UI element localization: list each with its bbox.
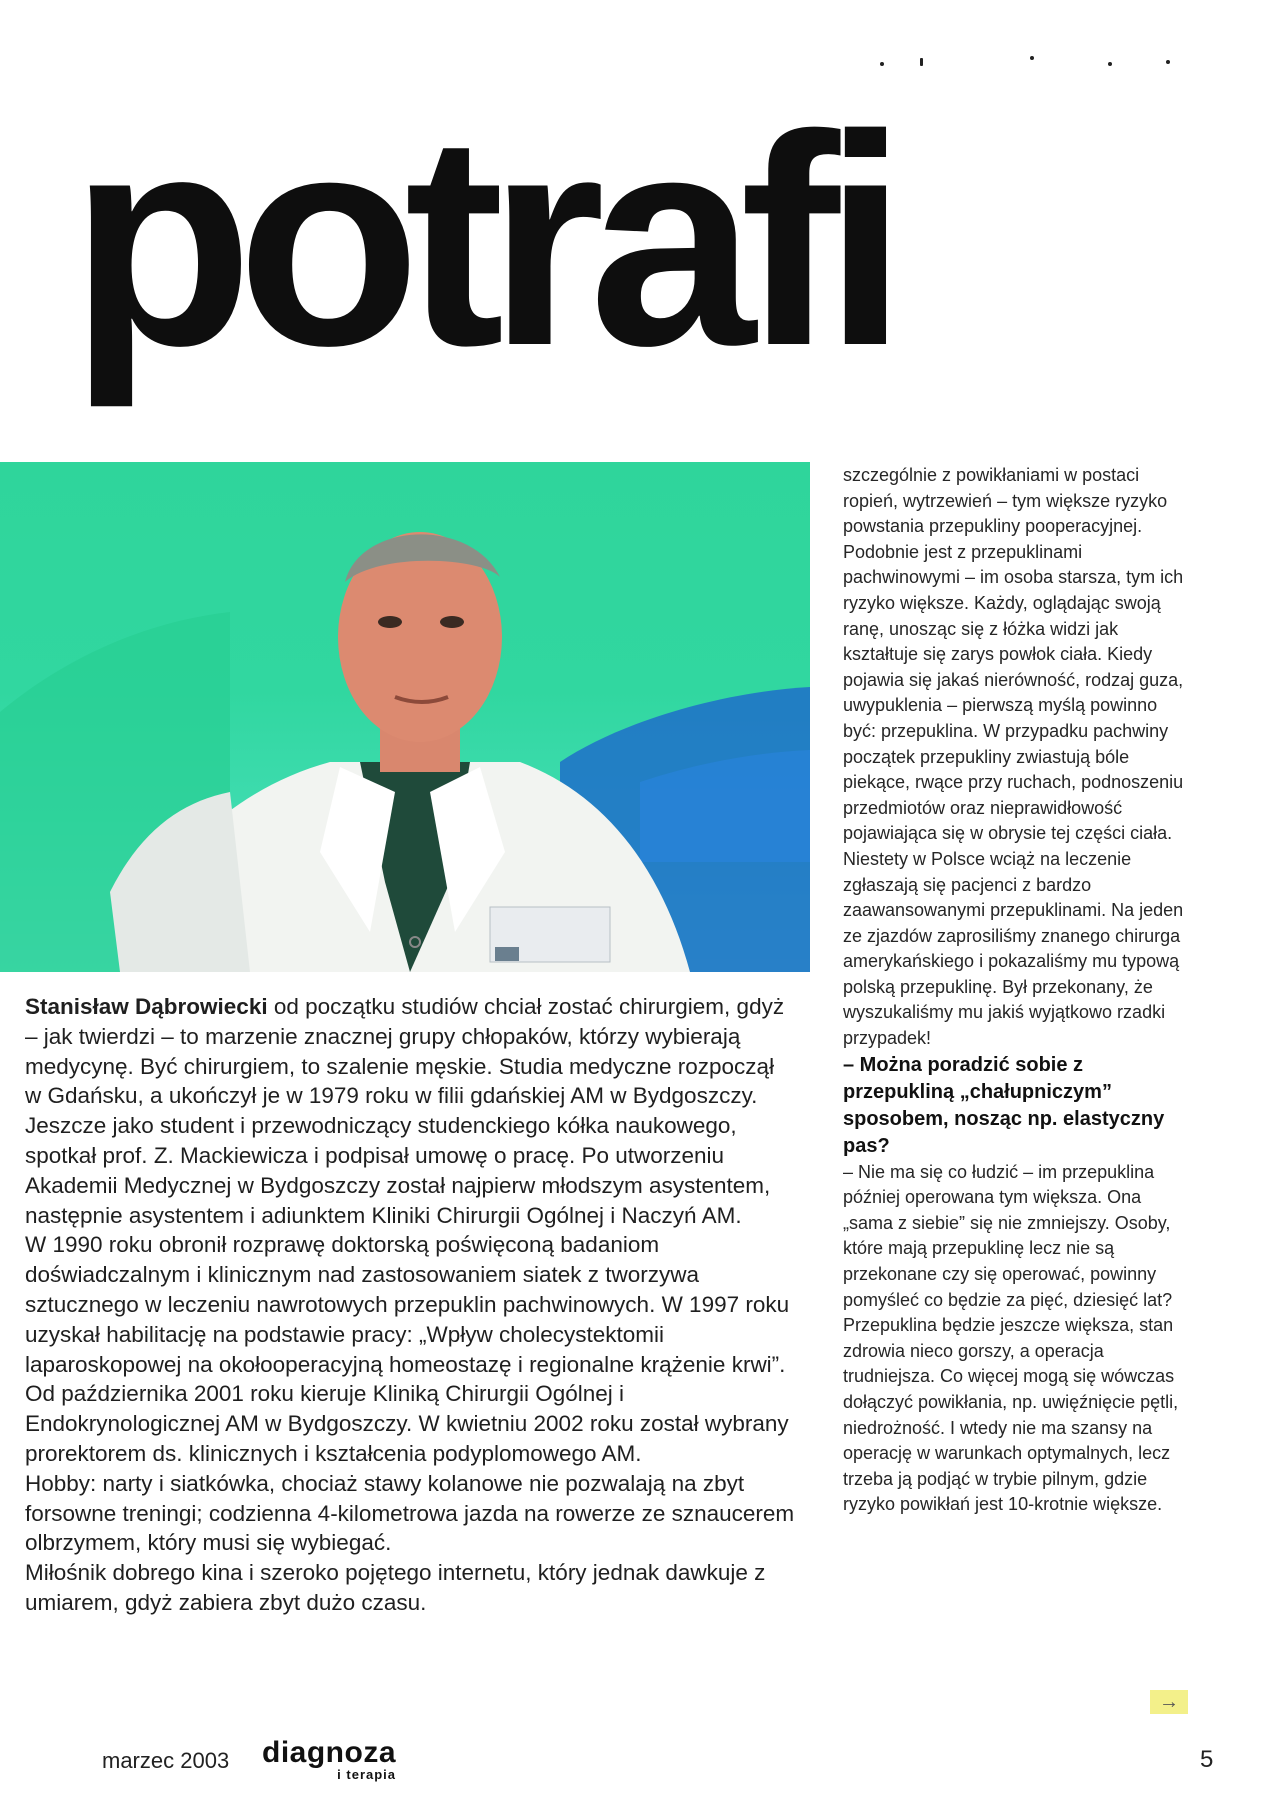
dot <box>880 62 884 66</box>
bio-paragraph-rest: od początku studiów chciał zostać chirurgiem, gdyż – jak twierdzi – to marzenie znacznej grupy chłopaków, którzy wybierają medycynę. Być chirurgiem, to szalenie męskie. Studia medyczne rozpoczął w Gdańsku, a ukończył je w 1979 roku w filii gdańskiej AM w Bydgoszczy. Jeszcze jako student i przewodniczący studenckiego kółka naukowego, spotkał prof. Z. Mackiewicza i podpisał umowę o pracę. Po utworzeniu Akademii Medycznej w Bydgoszczy został najpierw młodszym asystentem, następnie asystentem i adiunktem Kliniki Chirurgii Ogólnej i Naczyń AM. <box>25 994 785 1228</box>
bio-paragraph: Hobby: narty i siatkówka, chociaż stawy kolanowe nie pozwalają na zbyt forsowne treningi; codzienna 4-kilometrowa jazda na rowerze ze sznaucerem olbrzymem, który musi się wybiegać. <box>25 1470 795 1556</box>
continue-arrow-icon: → <box>1150 1690 1188 1714</box>
column-paragraph: – Nie ma się co łudzić – im przepuklina później operowana tym większa. Ona „sama z siebie” się nie zmniejszy. Osoby, które mają przepuklinę lecz nie są przekonane czy się operować, powinny pomyśleć co będzie za pięć, dziesięć lat? Przepuklina będzie jeszcze większa, stan zdrowia nieco gorszy, a operacja trudniejsza. Co więcej mogą się wówczas dołączyć powikłania, np. uwięźnięcie pętli, niedrożność. I wtedy nie ma szansy na operację w warunkach optymalnych, lecz trzeba ją podjąć w trybie pilnym, gdzie ryzyko powikłań jest 10-krotnie większe. <box>843 1161 1179 1515</box>
magazine-brand: diagnoza <box>262 1736 397 1769</box>
page-number: 5 <box>1200 1746 1214 1773</box>
interview-question: – Można poradzić sobie z przepukliną „chałupniczym” sposobem, nosząc np. elastyczny pas? <box>843 1053 1165 1157</box>
decorative-dots <box>870 52 1180 72</box>
dot <box>920 58 923 66</box>
dot <box>1030 56 1034 60</box>
bio-text <box>25 992 795 1618</box>
headline: potrafi <box>70 72 892 408</box>
article-column <box>843 463 1188 1518</box>
portrait-illustration <box>0 462 810 972</box>
dot <box>1166 60 1170 64</box>
column-paragraph: szczególnie z powikłaniami w postaci ropień, wytrzewień – tym większe ryzyko powstania przepukliny pooperacyjnej. Podobnie jest z przepuklinami pachwinowymi – im osoba starsza, tym ich ryzyko większe. Każdy, oglądając swoją ranę, unosząc się z łóżka widzi jak kształtuje się zarys powłok ciała. Kiedy pojawia się jakaś nierówność, rodzaj guza, uwypuklenia – pierwszą myślą powinno być: przepuklina. W przypadku pachwiny początek przepukliny zwiastują bóle piekące, rwące przy ruchach, podnoszeniu przedmiotów oraz nieprawidłowość pojawiająca się w obrysie tej części ciała. <box>843 465 1184 844</box>
magazine-brand-sub: i terapia <box>337 1767 397 1782</box>
bio-paragraph: Od października 2001 roku kieruje Kliniką Chirurgii Ogólnej i Endokrynologicznej AM w Bydgoszczy. W kwietniu 2002 roku został wybrany prorektorem ds. klinicznych i kształcenia podyplomowego AM. <box>25 1381 789 1466</box>
dot <box>1108 62 1112 66</box>
magazine-logo <box>262 1738 396 1782</box>
bio-paragraph: Miłośnik dobrego kina i szeroko pojętego internetu, który jednak dawkuje z umiarem, gdyż zabiera zbyt dużo czasu. <box>25 1560 766 1615</box>
footer-date: marzec 2003 <box>102 1748 230 1773</box>
column-paragraph: Niestety w Polsce wciąż na leczenie zgłaszają się pacjenci z bardzo zaawansowanymi przepuklinami. Na jeden ze zjazdów zaprosiliśmy znanego chirurga amerykańskiego i pokazaliśmy mu typową polską przepuklinę. Był przekonany, że wyszukaliśmy mu jakiś wyjątkowo rzadki przypadek! <box>843 848 1184 1049</box>
person-name: Stanisław Dąbrowiecki <box>25 994 268 1019</box>
bio-paragraph: W 1990 roku obronił rozprawę doktorską poświęconą badaniom doświadczalnym i klinicznym nad zastosowaniem siatek z tworzywa sztucznego w leczeniu nawrotowych przepuklin pachwinowych. W 1997 roku uzyskał habilitację na podstawie pracy: „Wpływ cholecystektomii laparoskopowej na okołooperacyjną homeostazę i regionalne krążenie krwi”. <box>25 1232 790 1377</box>
bio-paragraph <box>25 992 795 1230</box>
portrait-photo <box>0 462 810 972</box>
